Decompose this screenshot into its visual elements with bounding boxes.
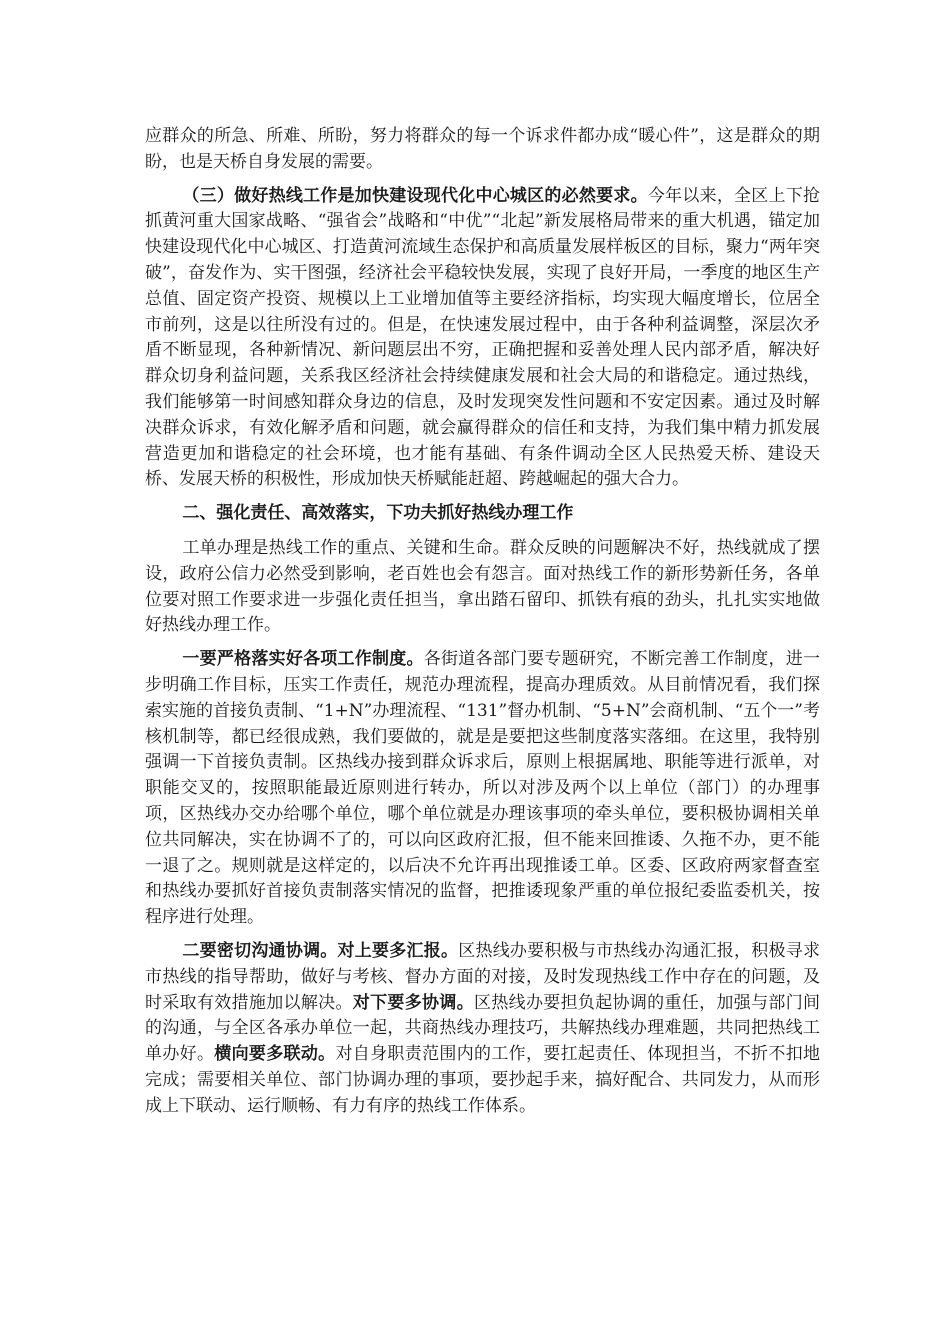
paragraph-4-lead: 一要严格落实好各项工作制度。 — [182, 649, 424, 670]
document-page — [145, 124, 820, 1127]
section-heading-2-text: 二、强化责任、高效落实，下功夫抓好热线办理工作 — [182, 503, 574, 524]
paragraph-2 — [145, 184, 820, 494]
paragraph-4 — [145, 647, 820, 931]
section-heading-2 — [145, 501, 820, 527]
paragraph-5 — [145, 939, 820, 1120]
paragraph-5-text-2: 区热线办要担负起协调的重任，加强与部门间的沟通，与全区各承办单位一起，共商热线办理技巧，共解热线办理难题，共同把热线工单办好。 — [145, 992, 821, 1065]
paragraph-5-lead-1: 二要密切沟通协调。对上要多汇报。 — [182, 940, 459, 961]
paragraph-5-text-3: 对自身职责范围内的工作，要扛起责任、体现担当，不折不扣地完成；需要相关单位、部门协调办理的事项，要抄起手来，搞好配合、共同发力，从而形成上下联动、运行顺畅、有力有序的热线工作体系。 — [145, 1044, 821, 1116]
paragraph-5-lead-2: 对下要多协调。 — [352, 992, 475, 1013]
paragraph-1-text: 应群众的所急、所难、所盼，努力将群众的每一个诉求件都办成“暖心件”，这是群众的期盼，也是天桥自身发展的需要。 — [145, 126, 820, 172]
paragraph-4-text: 各街道各部门要专题研究，不断完善工作制度，进一步明确工作目标，压实工作责任，规范办理流程，提高办理质效。从目前情况看，我们探索实施的首接负责制、“1+N”办理流程、“131”督办机制、“5+N”会商机制、“五个一”考核机制等，都已经很成熟，我们要做的，就是是要把这些制度落实落细。在这里，我特别强调一下首接负责制。区热线办接到群众诉求后，原则上根据属地、职能等进行派单，对职能交叉的，按照职能最近原则进行转办，所以对涉及两个以上单位（部门）的办理事项，区热线办交办给哪个单位，哪个单位就是办理该事项的牵头单位，要积极协调相关单位共同解决，实在协调不了的，可以向区政府汇报，但不能来回推诿、久拖不办，更不能一退了之。规则就是这样定的，以后决不允许再出现推诿工单。区委、区政府两家督查室和热线办要抓好首接负责制落实情况的监督，把推诿现象严重的单位报纪委监委机关，按程序进行处理。 — [145, 649, 821, 928]
paragraph-3-text: 工单办理是热线工作的重点、关键和生命。群众反映的问题解决不好，热线就成了摆设，政府公信力必然受到影响，老百姓也会有怨言。面对热线工作的新形势新任务，各单位要对照工作要求进一步强化责任担当，拿出踏石留印、抓铁有痕的劲头，扎扎实实地做好热线办理工作。 — [145, 537, 820, 636]
paragraph-3 — [145, 536, 820, 639]
paragraph-5-lead-3: 横向要多联动。 — [214, 1044, 336, 1065]
paragraph-1 — [145, 124, 820, 176]
paragraph-5-text-1: 区热线办要积极与市热线办沟通汇报，积极寻求市热线的指导帮助，做好与考核、督办方面的对接，及时发现热线工作中存在的问题，及时采取有效措施加以解决。 — [145, 940, 821, 1013]
paragraph-2-text: 今年以来，全区上下抢抓黄河重大国家战略、“强省会”战略和“中优”“北起”新发展格局带来的重大机遇，锚定加快建设现代化中心城区、打造黄河流域生态保护和高质量发展样板区的目标，聚力“两年突破”，奋发作为、实干图强，经济社会平稳较快发展，实现了良好开局，一季度的地区生产总值、固定资产投资、规模以上工业增加值等主要经济指标，均实现大幅度增长，位居全市前列，这是以往所没有过的。但是，在快速发展过程中，由于各种利益调整，深层次矛盾不断显现，各种新情况、新问题层出不穷，正确把握和妥善处理人民内部矛盾，解决好群众切身利益问题，关系我区经济社会持续健康发展和社会大局的和谐稳定。通过热线，我们能够第一时间感知群众身边的信息，及时发现突发性问题和不安定因素。通过及时解决群众诉求，有效化解矛盾和问题，就会赢得群众的信任和支持，为我们集中精力抓发展营造更加和谐稳定的社会环境，也才能有基础、有条件调动全区人民热爱天桥、建设天桥、发展天桥的积极性，形成加快天桥赋能赶超、跨越崛起的强大合力。 — [145, 185, 821, 490]
paragraph-2-lead: （三）做好热线工作是加快建设现代化中心城区的必然要求。 — [182, 185, 648, 206]
